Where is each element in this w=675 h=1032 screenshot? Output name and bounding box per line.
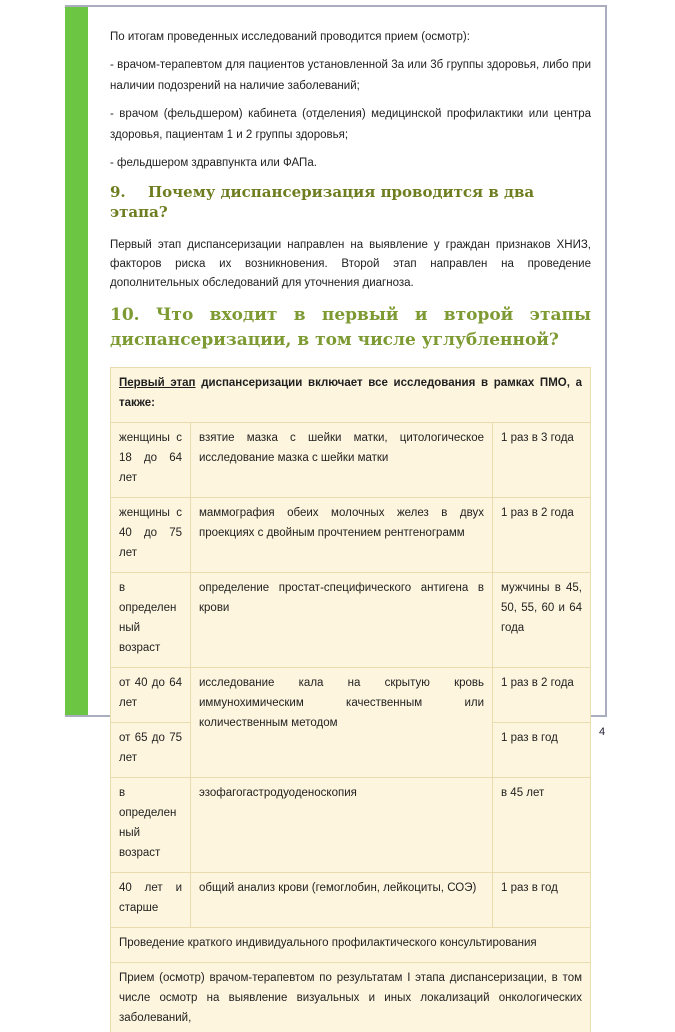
table-row	[111, 423, 591, 498]
table-row	[111, 668, 591, 723]
cell-examination-merged: исследование кала на скрытую кровь иммунохимическим качественным или количественным методом	[191, 668, 493, 778]
cell-examination: маммография обеих молочных желез в двух проекциях с двойным прочтением рентгенограмм	[191, 498, 493, 573]
cell-age-group: от 40 до 64 лет	[111, 668, 191, 723]
cell-frequency: 1 раз в 2 года	[493, 498, 591, 573]
section9-paragraph: Первый этап диспансеризации направлен на выявление у граждан признаков ХНИЗ, факторов риска их возникновения. Второй этап направлен на проведение дополнительных обследований для уточнения диагноза.	[110, 236, 591, 293]
cell-age-group: в определенный возраст	[111, 573, 191, 668]
cell-examination: общий анализ крови (гемоглобин, лейкоциты, СОЭ)	[191, 873, 493, 928]
cell-age-group: от 65 до 75 лет	[111, 723, 191, 778]
cell-age-group: женщины с 18 до 64 лет	[111, 423, 191, 498]
cell-examination: определение простат-специфического антигена в крови	[191, 573, 493, 668]
section9-heading	[110, 182, 591, 222]
table-fullwidth-row	[111, 928, 591, 963]
document-page	[65, 5, 607, 717]
exam-bullet-1: - врачом-терапевтом для пациентов установленной 3а или 3б группы здоровья, либо при наличии подозрений на наличие заболеваний;	[110, 55, 591, 97]
cell-frequency: 1 раз в 3 года	[493, 423, 591, 498]
cell-frequency: мужчины в 45, 50, 55, 60 и 64 года	[493, 573, 591, 668]
table-header-cell	[111, 368, 591, 423]
section9-title: Почему диспансеризация проводится в два этапа?	[110, 183, 534, 221]
cell-final-exam: Прием (осмотр) врачом-терапевтом по результатам I этапа диспансеризации, в том числе осмотр на выявление визуальных и иных локализаций онкологических заболеваний,	[111, 963, 591, 1032]
table-row	[111, 573, 591, 668]
table-row	[111, 778, 591, 873]
table-header-rest: диспансеризации включает все исследования в рамках ПМО, а также:	[119, 377, 582, 409]
intro-paragraph: По итогам проведенных исследований проводится прием (осмотр):	[110, 27, 591, 48]
green-accent-bar	[65, 7, 88, 715]
cell-counseling: Проведение краткого индивидуального профилактического консультирования	[111, 928, 591, 963]
page-content	[110, 27, 591, 1032]
table-row	[111, 498, 591, 573]
cell-frequency: 1 раз в год	[493, 723, 591, 778]
section10-heading: 10. Что входит в первый и второй этапы диспансеризации, в том числе углубленной?	[110, 303, 591, 353]
exam-bullet-2: - врачом (фельдшером) кабинета (отделения) медицинской профилактики или центра здоровья, пациентам 1 и 2 группы здоровья;	[110, 104, 591, 146]
cell-examination: эзофагогастродуоденоскопия	[191, 778, 493, 873]
table-header-underlined: Первый этап	[119, 377, 196, 389]
page-number: 4	[594, 726, 610, 738]
stage1-screening-table	[110, 367, 591, 1032]
table-fullwidth-row	[111, 963, 591, 1032]
table-row	[111, 873, 591, 928]
exam-bullet-3: - фельдшером здравпункта или ФАПа.	[110, 153, 591, 174]
cell-frequency: в 45 лет	[493, 778, 591, 873]
cell-age-group: в определенный возраст	[111, 778, 191, 873]
cell-age-group: женщины с 40 до 75 лет	[111, 498, 191, 573]
cell-frequency: 1 раз в 2 года	[493, 668, 591, 723]
cell-frequency: 1 раз в год	[493, 873, 591, 928]
table-header-row	[111, 368, 591, 423]
cell-examination: взятие мазка с шейки матки, цитологическое исследование мазка с шейки матки	[191, 423, 493, 498]
cell-age-group: 40 лет и старше	[111, 873, 191, 928]
section9-number: 9.	[110, 182, 148, 202]
